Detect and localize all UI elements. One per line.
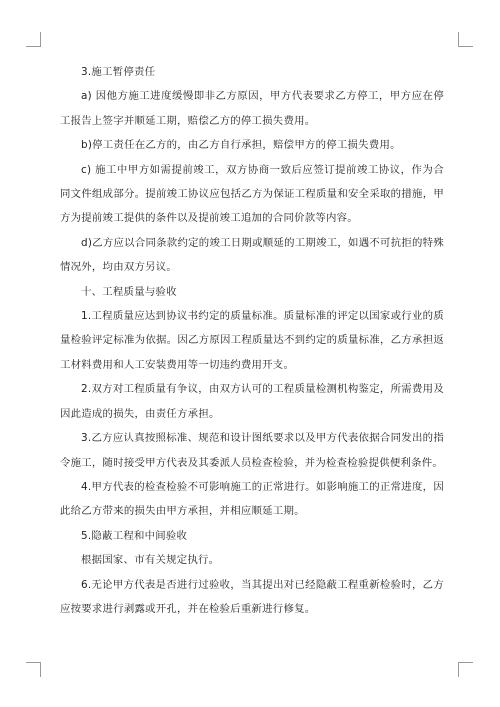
paragraph-clause-c: c) 施工中甲方如需提前竣工，双方协商一致后应签订提前竣工协议，作为合同文件组成部分。提前竣工协议应包括乙方为保证工程质量和安全采取的措施，甲方为提前竣工提供的条件以及提前竣工追加的合同价款等内容。 (60, 163, 444, 225)
section-heading-quality-acceptance: 十、工程质量与验收 (81, 285, 177, 298)
paragraph-regulations: 根据国家、市有关规定执行。 (81, 554, 220, 567)
crop-mark-bottom-right (458, 662, 473, 677)
crop-mark-top-left (26, 32, 41, 47)
paragraph-clause-b: b)停工责任在乙方的，由乙方自行承担，赔偿甲方的停工损失费用。 (81, 139, 401, 152)
paragraph-item-4: 4.甲方代表的检查检验不可影响施工的正常进行。如影响施工的正常进度，因此给乙方带来的损失由甲方承担，并相应顺延工期。 (60, 480, 444, 518)
crop-mark-top-right (458, 32, 473, 47)
paragraph-clause-d: d)乙方应以合同条款约定的竣工日期或顺延的工期竣工，如遇不可抗拒的特殊情况外，均由双方另议。 (60, 236, 444, 274)
paragraph-item-3: 3.乙方应认真按照标准、规范和设计图纸要求以及甲方代表依据合同发出的指令施工，随时接受甲方代表及其委派人员检查检验，并为检查检验提供便利条件。 (60, 432, 444, 469)
section-heading-work-suspension: 3.施工暂停责任 (81, 66, 156, 78)
paragraph-item-1: 1.工程质量应达到协议书约定的质量标准。质量标准的评定以国家或行业的质量检验评定标准为依据。因乙方原因工程质量达不到约定的质量标准，乙方承担返工材料费用和人工安装费用等一切违约费用开支。 (60, 310, 444, 371)
paragraph-item-6: 6.无论甲方代表是否进行过验收，当其提出对已经隐蔽工程重新检验时，乙方应按要求进行剥露或开孔，并在检验后重新进行修复。 (60, 578, 444, 615)
crop-mark-bottom-left (26, 662, 41, 677)
section-heading-hidden-works: 5.隐蔽工程和中间验收 (81, 529, 188, 542)
paragraph-clause-a: a) 因他方施工进度缓慢即非乙方原因，甲方代表要求乙方停工，甲方应在停工报告上签字并顺延工期，赔偿乙方的停工损失费用。 (60, 90, 444, 127)
document-body (60, 60, 444, 621)
paragraph-item-2: 2.双方对工程质量有争议，由双方认可的工程质量检测机构鉴定，所需费用及因此造成的损失，由责任方承担。 (60, 383, 444, 420)
